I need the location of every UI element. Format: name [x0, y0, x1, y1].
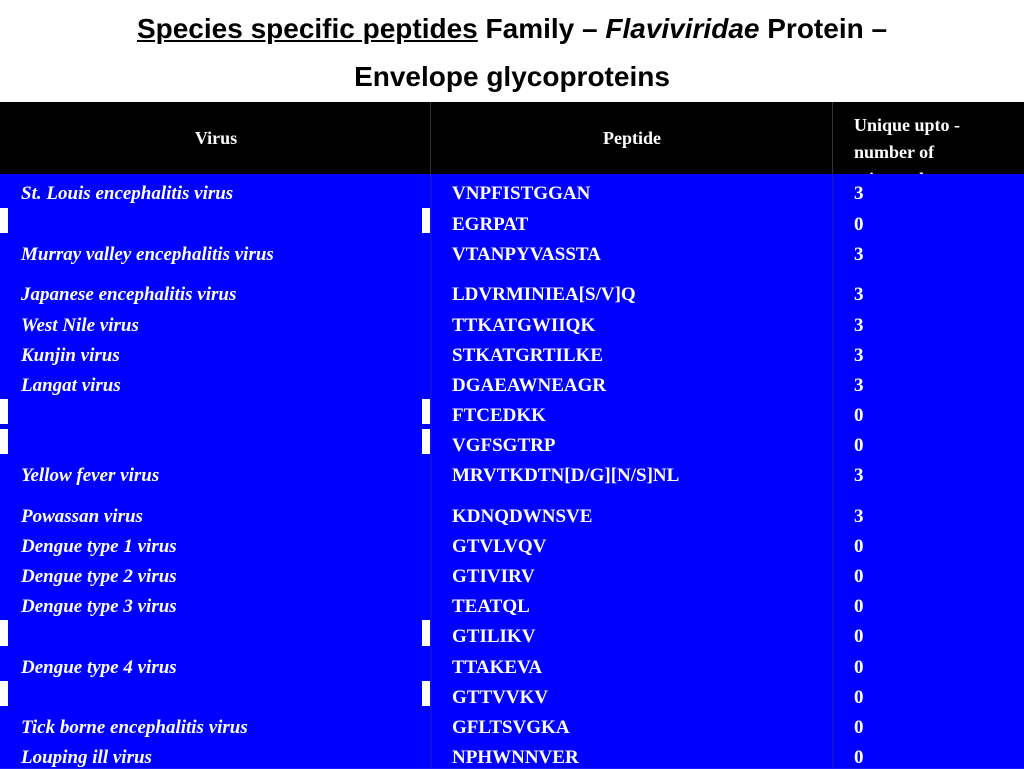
cell-peptide: GFLTSVGKA [452, 717, 570, 738]
cell-peptide: GTIVIRV [452, 566, 535, 587]
title-family-name: Flaviviridae [605, 13, 760, 44]
merged-cell-marker [422, 399, 430, 424]
table-row [0, 426, 1024, 457]
column-divider [430, 527, 432, 557]
column-divider [430, 708, 432, 738]
table-row [0, 336, 1024, 367]
cell-peptide: TTAKEVA [452, 657, 543, 678]
merged-cell-marker [422, 429, 430, 454]
column-divider [430, 497, 432, 527]
column-divider [832, 587, 834, 617]
table-row [0, 396, 1024, 427]
cell-virus: St. Louis encephalitis virus [21, 183, 234, 204]
merged-cell-marker [0, 399, 8, 424]
cell-peptide: VGFSGTRP [452, 435, 556, 456]
cell-peptide: EGRPAT [452, 214, 529, 235]
table-row [0, 456, 1024, 498]
title-line-2: Envelope glycoproteins [354, 61, 670, 92]
cell-unique: 3 [854, 315, 864, 336]
cell-unique: 0 [854, 596, 864, 617]
column-divider [430, 456, 432, 497]
column-divider [832, 205, 834, 235]
merged-cell-marker [422, 208, 430, 233]
column-divider [430, 587, 432, 617]
table-row [0, 678, 1024, 709]
title-underlined-text: Species specific peptides [136, 13, 478, 44]
table-row [0, 708, 1024, 739]
column-divider [832, 426, 834, 456]
column-divider [832, 527, 834, 557]
column-divider [430, 306, 432, 336]
cell-virus: Dengue type 3 virus [21, 596, 177, 617]
cell-unique: 0 [854, 566, 864, 587]
column-divider [430, 738, 432, 768]
column-divider [430, 426, 432, 456]
cell-unique: 3 [854, 345, 864, 366]
cell-unique: 0 [854, 626, 864, 647]
cell-peptide: LDVRMINIEA[S/V]Q [452, 284, 636, 305]
cell-unique: 3 [854, 465, 864, 486]
merged-cell-marker [422, 681, 430, 706]
header-peptide: Peptide [603, 128, 661, 148]
cell-unique: 3 [854, 244, 864, 265]
merged-cell-marker [422, 620, 430, 646]
cell-virus: Tick borne encephalitis virus [21, 717, 248, 738]
column-divider [430, 648, 432, 678]
merged-cell-marker [0, 429, 8, 454]
column-divider [430, 678, 432, 708]
cell-virus: West Nile virus [21, 315, 139, 336]
column-divider [832, 456, 834, 497]
cell-unique: 0 [854, 717, 864, 738]
table-row [0, 738, 1024, 769]
cell-virus: Louping ill virus [21, 747, 152, 768]
table-row [0, 527, 1024, 558]
header-virus: Virus [194, 128, 238, 148]
column-divider [832, 678, 834, 708]
cell-unique: 0 [854, 747, 864, 768]
title-protein-text: Protein – [759, 13, 888, 44]
column-divider [832, 738, 834, 768]
cell-unique: 0 [854, 405, 864, 426]
column-divider [430, 235, 432, 275]
cell-peptide: FTCEDKK [452, 405, 546, 426]
cell-virus: Japanese encephalitis virus [21, 284, 237, 305]
table-row [0, 306, 1024, 337]
cell-virus: Dengue type 1 virus [21, 536, 177, 557]
column-divider [832, 396, 834, 426]
column-divider [832, 617, 834, 648]
table-row [0, 587, 1024, 618]
header-divider [832, 102, 833, 174]
cell-unique: 0 [854, 435, 864, 456]
column-divider [430, 557, 432, 587]
table-row [0, 174, 1024, 206]
cell-peptide: STKATGRTILKE [452, 345, 604, 366]
header-unique: Unique upto - number of [854, 115, 961, 162]
cell-unique: 3 [854, 183, 864, 204]
cell-virus: Kunjin virus [21, 345, 120, 366]
cell-unique: 0 [854, 536, 864, 557]
cell-virus: Yellow fever virus [21, 465, 160, 486]
column-divider [430, 396, 432, 426]
column-divider [832, 306, 834, 336]
table-row [0, 366, 1024, 397]
merged-cell-marker [0, 620, 8, 646]
cell-virus: Murray valley encephalitis virus [21, 244, 274, 265]
table-row [0, 557, 1024, 588]
column-divider [832, 275, 834, 306]
table-header [0, 102, 1024, 174]
cell-peptide: VTANPYVASSTA [452, 244, 601, 265]
cell-peptide: VNPFISTGGAN [452, 183, 591, 204]
cell-peptide: TTKATGWIIQK [452, 315, 596, 336]
table-row [0, 275, 1024, 307]
merged-cell-marker [0, 681, 8, 706]
column-divider [430, 336, 432, 366]
column-divider [832, 235, 834, 275]
cell-unique: 0 [854, 657, 864, 678]
column-divider [832, 708, 834, 738]
title-line-1 [0, 12, 1024, 46]
cell-peptide: NPHWNNVER [452, 747, 579, 768]
cell-peptide: GTTVVKV [452, 687, 549, 708]
column-divider [430, 366, 432, 396]
column-divider [430, 174, 432, 205]
cell-peptide: DGAEAWNEAGR [452, 375, 607, 396]
cell-peptide: KDNQDWNSVE [452, 506, 593, 527]
cell-peptide: GTVLVQV [452, 536, 547, 557]
table-row [0, 235, 1024, 276]
column-divider [832, 557, 834, 587]
table-row [0, 648, 1024, 679]
header-divider [430, 102, 431, 174]
cell-peptide: MRVTKDTN[D/G][N/S]NL [452, 465, 680, 486]
cell-unique: 3 [854, 284, 864, 305]
cell-unique: 0 [854, 687, 864, 708]
column-divider [430, 205, 432, 235]
title-family-text: Family – [477, 13, 606, 44]
table-row [0, 497, 1024, 528]
cell-unique: 3 [854, 375, 864, 396]
merged-cell-marker [0, 208, 8, 233]
cell-virus: Powassan virus [21, 506, 143, 527]
column-divider [832, 648, 834, 678]
column-divider [832, 497, 834, 527]
cell-virus: Dengue type 2 virus [21, 566, 177, 587]
cell-peptide: GTILIKV [452, 626, 536, 647]
column-divider [430, 275, 432, 306]
table-row [0, 617, 1024, 649]
column-divider [832, 336, 834, 366]
column-divider [832, 366, 834, 396]
cell-unique: 0 [854, 214, 864, 235]
table-row [0, 205, 1024, 236]
cell-unique: 3 [854, 506, 864, 527]
column-divider [430, 617, 432, 648]
cell-virus: Langat virus [21, 375, 121, 396]
cell-virus: Dengue type 4 virus [21, 657, 177, 678]
cell-peptide: TEATQL [452, 596, 530, 617]
column-divider [832, 174, 834, 205]
